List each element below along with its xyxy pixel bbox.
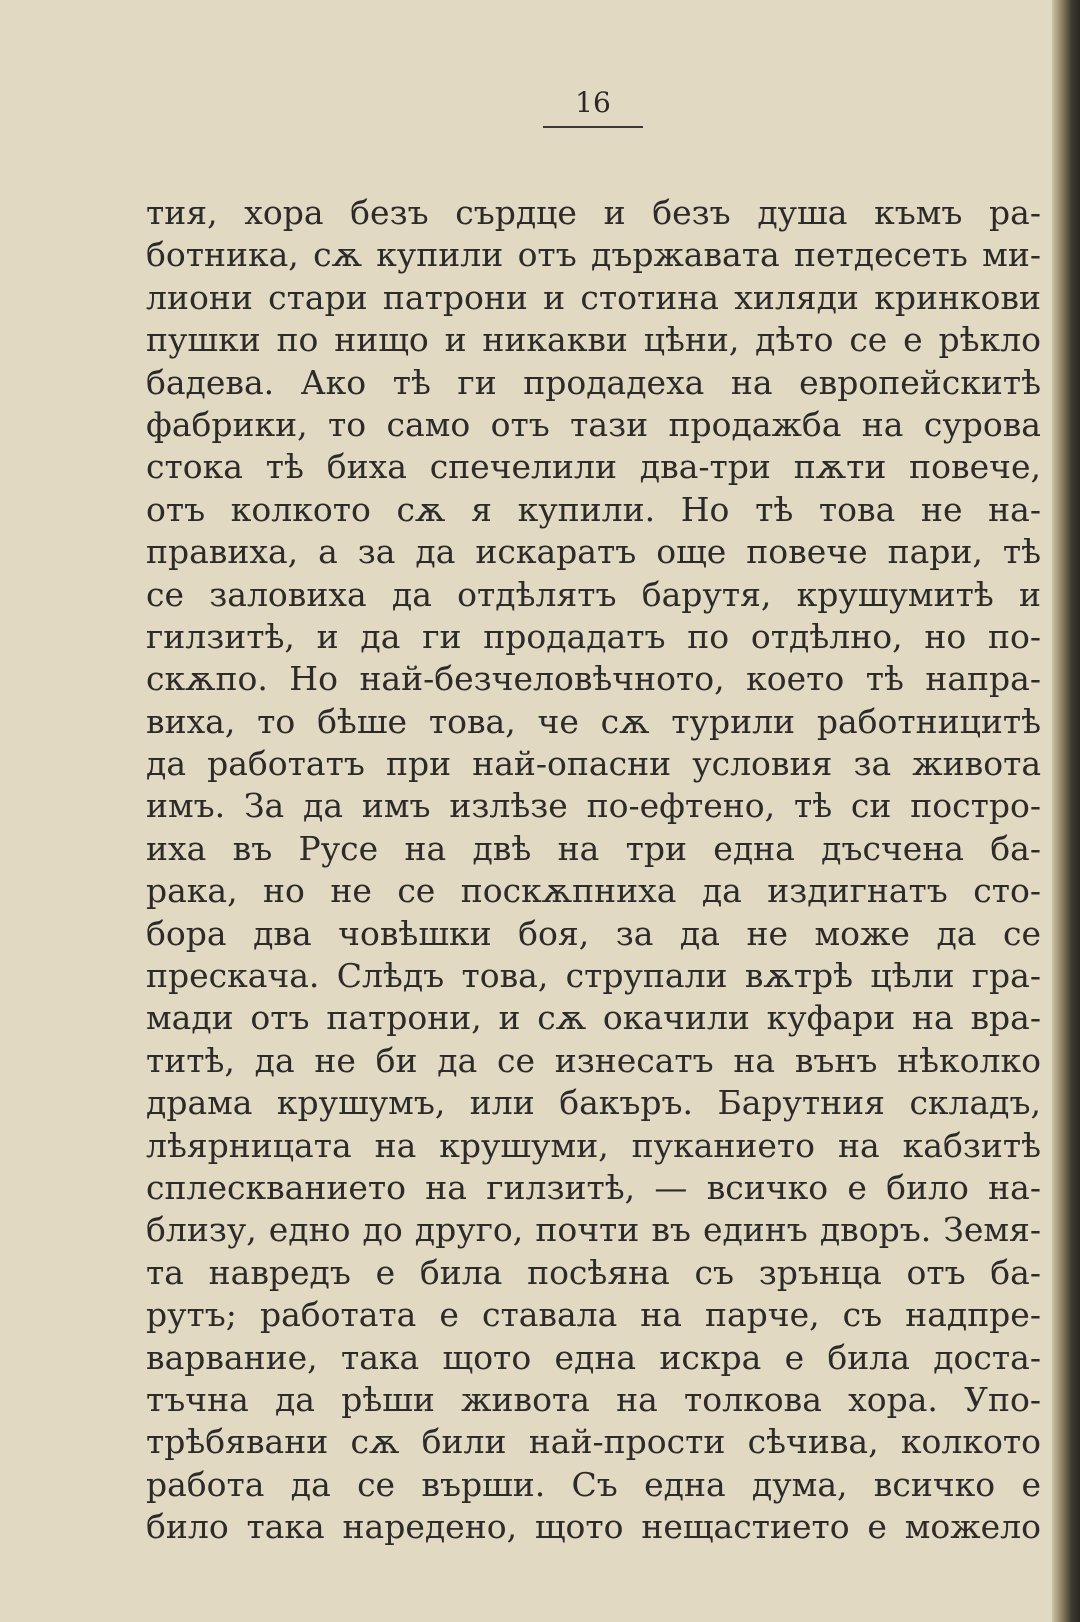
text-line: правиха, а за да искаратъ още повече пари, тѣ	[146, 532, 1041, 572]
text-line: варвание, така щото една искра е била доста-	[146, 1337, 1041, 1377]
text-line: мади отъ патрони, и сѫ окачили куфари на вра-	[146, 998, 1041, 1038]
text-line: титѣ, да не би да се изнесатъ на вънъ нѣколко	[146, 1040, 1041, 1080]
body-text	[146, 192, 1041, 1549]
text-line: лиони стари патрони и стотина хиляди кринкови	[146, 277, 1041, 317]
text-line: стока тѣ биха спечелили два-три пѫти повече,	[146, 447, 1041, 487]
text-line: та навредъ е била посѣяна съ зрънца отъ ба-	[146, 1252, 1041, 1292]
text-line: бора два човѣшки боя, за да не може да се	[146, 913, 1041, 953]
text-line: било така наредено, щото нещастието е можело	[146, 1507, 1041, 1547]
text-line: трѣбявани сѫ били най-прости сѣчива, колкото	[146, 1422, 1041, 1462]
text-line: ботника, сѫ купили отъ държавата петдесеть ми-	[146, 235, 1041, 275]
text-line: се заловиха да отдѣлятъ барутя, крушумитѣ и	[146, 574, 1041, 614]
text-line: иха въ Русе на двѣ на три една дъсчена ба-	[146, 828, 1041, 868]
text-line: скѫпо. Но най-безчеловѣчното, което тѣ напра-	[146, 659, 1041, 699]
text-line: работа да се върши. Съ една дума, всичко е	[146, 1464, 1041, 1504]
text-line: да работатъ при най-опасни условия за живота	[146, 744, 1041, 784]
page-number-rule	[543, 126, 643, 128]
text-line: гилзитѣ, и да ги продадатъ по отдѣлно, но по-	[146, 616, 1041, 656]
text-line: виха, то бѣше това, че сѫ турили работницитѣ	[146, 701, 1041, 741]
text-line: сплескванието на гилзитѣ, — всичко е било на-	[146, 1167, 1041, 1207]
text-line: тия, хора безъ сърдце и безъ душа къмъ ра-	[146, 193, 1041, 232]
text-line: имъ. За да имъ излѣзе по-ефтено, тѣ си постро-	[146, 786, 1041, 826]
text-line: пушки по нищо и никакви цѣни, дѣто се е рѣкло	[146, 320, 1041, 360]
text-line: прескача. Слѣдъ това, струпали вѫтрѣ цѣли гра-	[146, 956, 1041, 996]
text-line: тъчна да рѣши живота на толкова хора. Упо-	[146, 1379, 1041, 1419]
text-line: драма крушумъ, или бакъръ. Барутния складъ,	[146, 1083, 1041, 1123]
page-edge-shadow	[1052, 0, 1080, 1622]
text-line: близу, едно до друго, почти въ единъ дворъ. Земя-	[146, 1210, 1041, 1250]
text-line: рутъ; работата е ставала на парче, съ надпре-	[146, 1295, 1041, 1335]
text-line: отъ колкото сѫ я купили. Но тѣ това не на-	[146, 489, 1041, 529]
text-line: бадева. Ако тѣ ги продадеха на европейскитѣ	[146, 362, 1041, 402]
text-line: фабрики, то само отъ тази продажба на сурова	[146, 404, 1041, 444]
text-line: лѣярницата на крушуми, пуканието на кабзитѣ	[146, 1125, 1041, 1165]
text-line: рака, но не се поскѫпниха да издигнатъ сто-	[146, 871, 1041, 911]
page-number: 16	[575, 86, 611, 119]
